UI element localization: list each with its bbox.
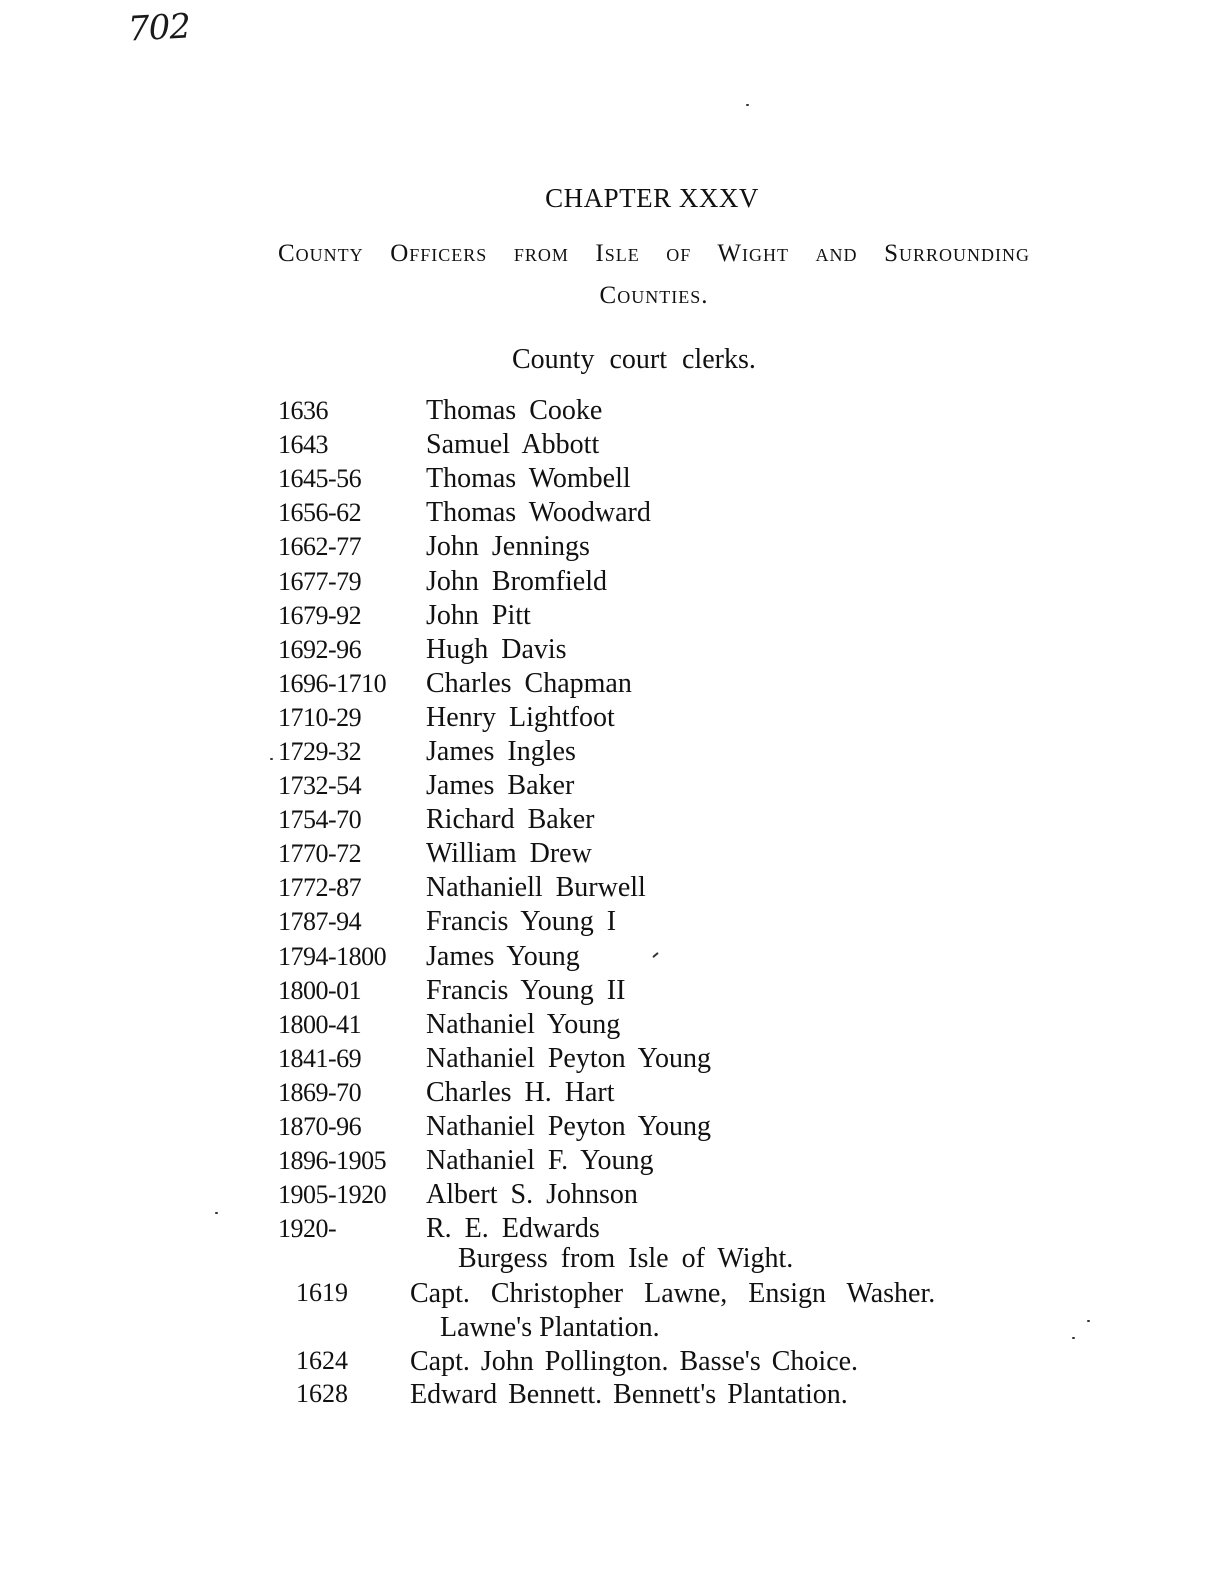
chapter-subtitle-line-2: Counties. — [599, 282, 709, 309]
clerk-years: 1729-32 — [278, 736, 362, 766]
clerk-name: Nathaniell Burwell — [426, 872, 646, 904]
clerk-name: Henry Lightfoot — [426, 701, 615, 733]
burgess-entry: Edward Bennett. Bennett's Plantation. — [410, 1379, 848, 1410]
clerk-row — [278, 496, 978, 530]
page-number: 702 — [126, 6, 191, 50]
clerk-name: Albert S. Johnson — [426, 1179, 638, 1211]
clerk-years: 1645-56 — [278, 464, 362, 494]
chapter-subtitle-line-1: County Officers from Isle of Wight and Surrounding — [278, 240, 1030, 267]
clerk-row — [278, 1144, 978, 1178]
clerk-name: R. E. Edwards — [426, 1213, 600, 1245]
clerk-name: James Young — [426, 940, 580, 972]
clerk-row — [278, 1178, 978, 1212]
clerk-name: John Jennings — [426, 531, 590, 563]
clerk-row — [278, 1110, 978, 1144]
scan-speck — [270, 758, 273, 760]
clerk-row — [278, 462, 978, 496]
clerk-name: Francis Young II — [426, 974, 626, 1006]
clerk-row — [278, 1212, 978, 1246]
scan-speck — [746, 104, 749, 106]
burgess-year: 1619 — [296, 1278, 348, 1307]
clerks-section-heading: County court clerks. — [512, 344, 756, 375]
clerk-list — [278, 394, 978, 1246]
clerk-years: 1770-72 — [278, 839, 362, 869]
clerk-years: 1841-69 — [278, 1043, 362, 1073]
clerk-name: Nathaniel F. Young — [426, 1145, 654, 1177]
clerk-years: 1692-96 — [278, 634, 362, 664]
clerk-row — [278, 599, 978, 633]
clerk-row — [278, 530, 978, 564]
clerk-years: 1772-87 — [278, 873, 362, 903]
burgess-entry-continuation: Lawne's Plantation. — [440, 1312, 660, 1343]
burgess-row — [296, 1346, 858, 1378]
clerk-name: Francis Young I — [426, 906, 617, 938]
burgess-entry: Capt. Christopher Lawne, Ensign Washer. — [410, 1278, 936, 1309]
burgess-row — [296, 1379, 848, 1411]
clerk-years: 1800-01 — [278, 975, 362, 1005]
clerk-row — [278, 394, 978, 428]
clerk-row — [278, 905, 978, 939]
clerk-row — [278, 871, 978, 905]
clerk-name: Thomas Cooke — [426, 395, 603, 427]
scan-speck — [1072, 1337, 1075, 1339]
clerk-name: Richard Baker — [426, 804, 595, 836]
scan-speck — [215, 1212, 218, 1214]
clerk-name: James Ingles — [426, 735, 576, 767]
clerk-years: 1920- — [278, 1214, 337, 1244]
clerk-name: Hugh Davis — [426, 633, 567, 665]
clerk-years: 1869-70 — [278, 1077, 362, 1107]
clerk-row — [278, 735, 978, 769]
clerk-row — [278, 803, 978, 837]
clerk-name: John Bromfield — [426, 565, 607, 597]
clerk-years: 1656-62 — [278, 498, 362, 528]
clerk-years: 1636 — [278, 396, 328, 426]
scan-speck — [1087, 1320, 1090, 1322]
burgess-section-heading: Burgess from Isle of Wight. — [458, 1243, 794, 1274]
clerk-row — [278, 1076, 978, 1110]
clerk-years: 1679-92 — [278, 600, 362, 630]
clerk-name: Charles Chapman — [426, 667, 632, 699]
clerk-row — [278, 667, 978, 701]
clerk-row — [278, 940, 978, 974]
chapter-heading: CHAPTER XXXV — [545, 183, 759, 213]
clerk-name: Nathaniel Peyton Young — [426, 1111, 711, 1143]
clerk-row — [278, 1042, 978, 1076]
clerk-years: 1677-79 — [278, 566, 362, 596]
clerk-name: William Drew — [426, 838, 592, 870]
clerk-years: 1896-1905 — [278, 1146, 387, 1176]
clerk-name: Nathaniel Peyton Young — [426, 1042, 711, 1074]
clerk-name: Nathaniel Young — [426, 1008, 621, 1040]
burgess-entry: Capt. John Pollington. Basse's Choice. — [410, 1346, 859, 1377]
clerk-row — [278, 564, 978, 598]
burgess-year: 1624 — [296, 1346, 348, 1375]
clerk-row — [278, 428, 978, 462]
clerk-name: John Pitt — [426, 599, 531, 631]
clerk-row — [278, 769, 978, 803]
clerk-row — [278, 1008, 978, 1042]
clerk-name: Thomas Woodward — [426, 497, 651, 529]
clerk-row — [278, 701, 978, 735]
clerk-years: 1794-1800 — [278, 941, 387, 971]
clerk-row — [278, 633, 978, 667]
clerk-row — [278, 837, 978, 871]
clerk-name: Charles H. Hart — [426, 1076, 615, 1108]
clerk-row — [278, 974, 978, 1008]
clerk-years: 1696-1710 — [278, 668, 387, 698]
burgess-year: 1628 — [296, 1379, 348, 1408]
clerk-name: James Baker — [426, 770, 575, 802]
clerk-years: 1905-1920 — [278, 1180, 387, 1210]
clerk-years: 1787-94 — [278, 907, 362, 937]
clerk-years: 1800-41 — [278, 1009, 362, 1039]
clerk-years: 1732-54 — [278, 771, 362, 801]
clerk-years: 1643 — [278, 430, 328, 460]
clerk-name: Samuel Abbott — [426, 429, 600, 461]
burgess-row — [296, 1278, 935, 1310]
clerk-years: 1754-70 — [278, 805, 362, 835]
clerk-years: 1662-77 — [278, 532, 362, 562]
clerk-name: Thomas Wombell — [426, 463, 631, 495]
clerk-years: 1870-96 — [278, 1112, 362, 1142]
clerk-years: 1710-29 — [278, 702, 362, 732]
